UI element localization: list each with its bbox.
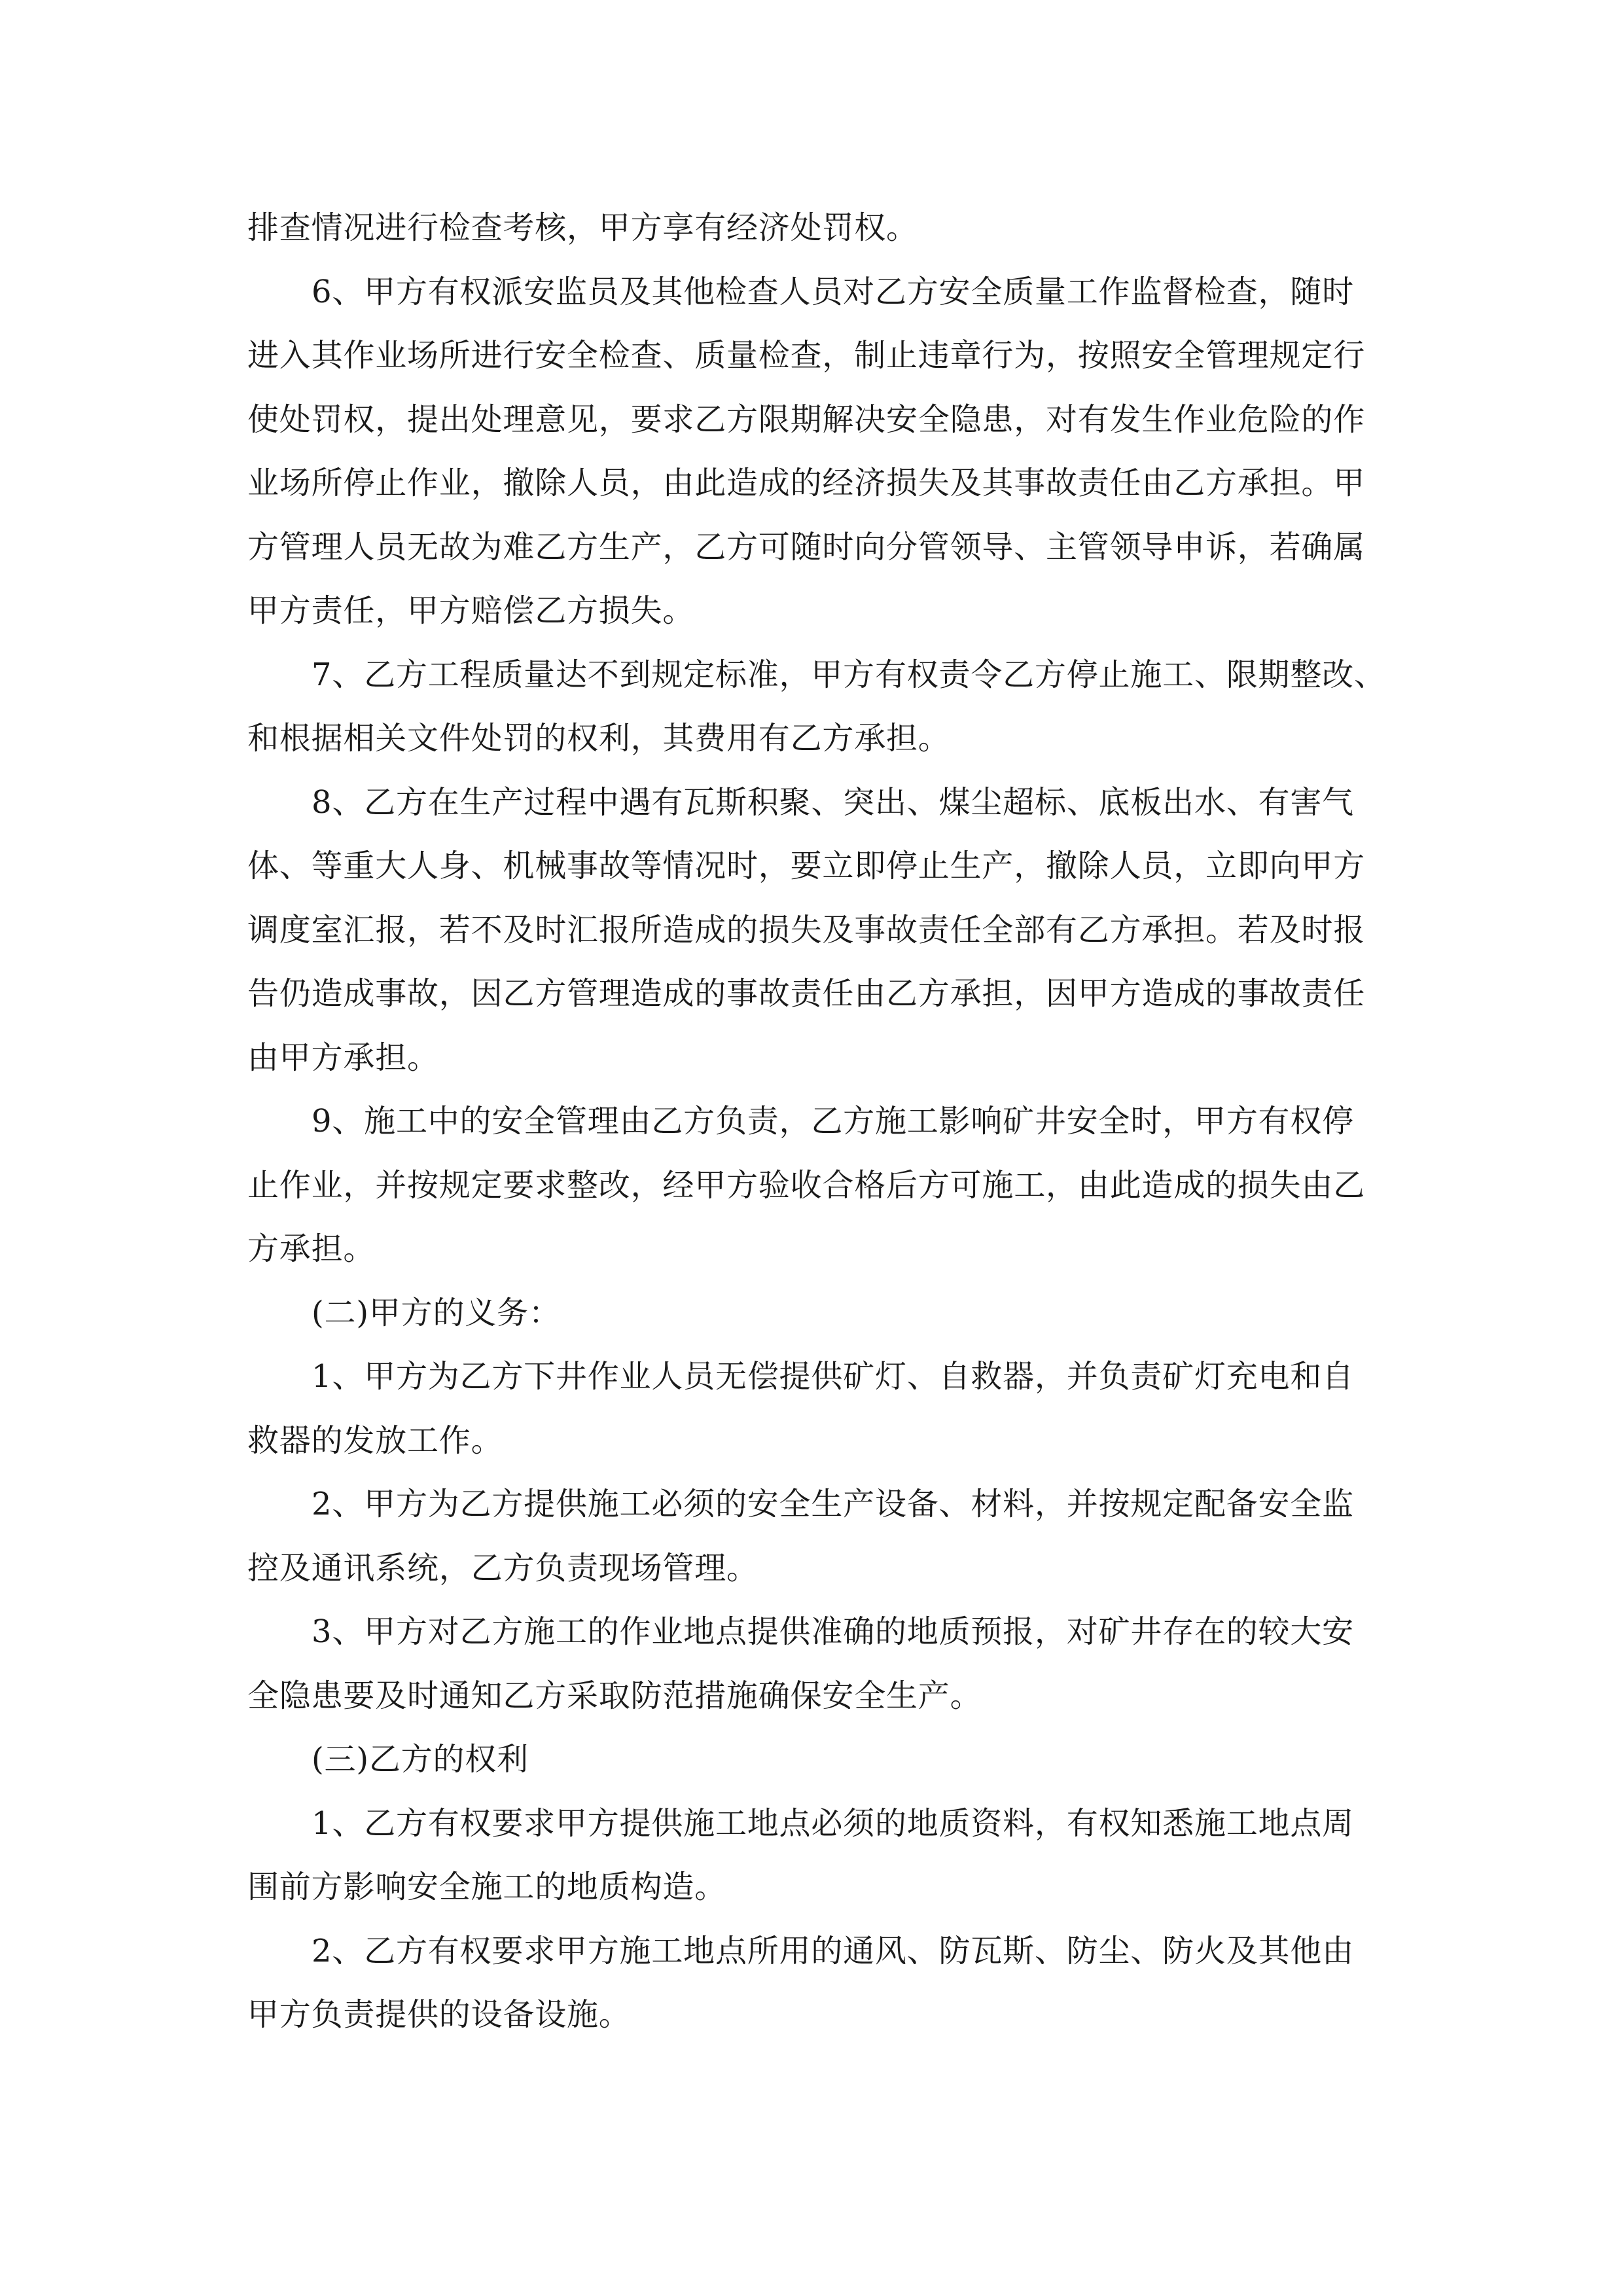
text-line: 全隐患要及时通知乙方采取防范措施确保安全生产。 bbox=[247, 1677, 982, 1714]
clause-7-line: 7、乙方工程质量达不到规定标准，甲方有权责令乙方停止施工、限期整改、 bbox=[312, 656, 1386, 693]
right-1-line: 1、乙方有权要求甲方提供施工地点必须的地质资料，有权知悉施工地点周 bbox=[312, 1804, 1354, 1842]
clause-6-line: 6、甲方有权派安监员及其他检查人员对乙方安全质量工作监督检查，随时 bbox=[312, 273, 1354, 310]
document-body bbox=[247, 196, 1386, 2047]
text-line: 使处罚权，提出处理意见，要求乙方限期解决安全隐患，对有发生作业危险的作 bbox=[247, 401, 1366, 438]
text-line: 救器的发放工作。 bbox=[247, 1422, 503, 1459]
text-line: 围前方影响安全施工的地质构造。 bbox=[247, 1869, 727, 1905]
text-line: 甲方责任，甲方赔偿乙方损失。 bbox=[247, 592, 695, 629]
obligation-3-line: 3、甲方对乙方施工的作业地点提供准确的地质预报，对矿井存在的较大安 bbox=[312, 1613, 1354, 1650]
text-line: 调度室汇报，若不及时汇报所造成的损失及事故责任全部有乙方承担。若及时报 bbox=[247, 911, 1366, 948]
text-line: 体、等重大人身、机械事故等情况时，要立即停止生产，撤除人员，立即向甲方 bbox=[247, 848, 1366, 884]
obligation-1-line: 1、甲方为乙方下井作业人员无偿提供矿灯、自救器，并负责矿灯充电和自 bbox=[312, 1358, 1354, 1395]
text-line: 排查情况进行检查考核，甲方享有经济处罚权。 bbox=[247, 209, 918, 246]
text-line: 告仍造成事故，因乙方管理造成的事故责任由乙方承担，因甲方造成的事故责任 bbox=[247, 975, 1366, 1012]
text-line: 和根据相关文件处罚的权利，其费用有乙方承担。 bbox=[247, 720, 950, 757]
text-line: 甲方负责提供的设备设施。 bbox=[247, 1996, 631, 2033]
text-line: 业场所停止作业，撤除人员，由此造成的经济损失及其事故责任由乙方承担。甲 bbox=[247, 465, 1366, 501]
text-line: 由甲方承担。 bbox=[247, 1039, 439, 1076]
text-line: 进入其作业场所进行安全检查、质量检查，制止违章行为，按照安全管理规定行 bbox=[247, 337, 1366, 374]
right-2-line: 2、乙方有权要求甲方施工地点所用的通风、防瓦斯、防尘、防火及其他由 bbox=[312, 1932, 1354, 1969]
section-heading-party-a-obligations: (二)甲方的义务： bbox=[312, 1294, 561, 1331]
obligation-2-line: 2、甲方为乙方提供施工必须的安全生产设备、材料，并按规定配备安全监 bbox=[312, 1486, 1354, 1522]
section-heading-party-b-rights: (三)乙方的权利 bbox=[312, 1741, 529, 1778]
text-line: 方承担。 bbox=[247, 1230, 376, 1267]
text-line: 方管理人员无故为难乙方生产，乙方可随时向分管领导、主管领导申诉，若确属 bbox=[247, 528, 1366, 565]
clause-8-line: 8、乙方在生产过程中遇有瓦斯积聚、突出、煤尘超标、底板出水、有害气 bbox=[312, 783, 1354, 821]
text-line: 控及通讯系统，乙方负责现场管理。 bbox=[247, 1549, 758, 1587]
clause-9-line: 9、施工中的安全管理由乙方负责，乙方施工影响矿井安全时，甲方有权停 bbox=[312, 1103, 1354, 1139]
text-line: 止作业，并按规定要求整改，经甲方验收合格后方可施工，由此造成的损失由乙 bbox=[247, 1166, 1366, 1204]
